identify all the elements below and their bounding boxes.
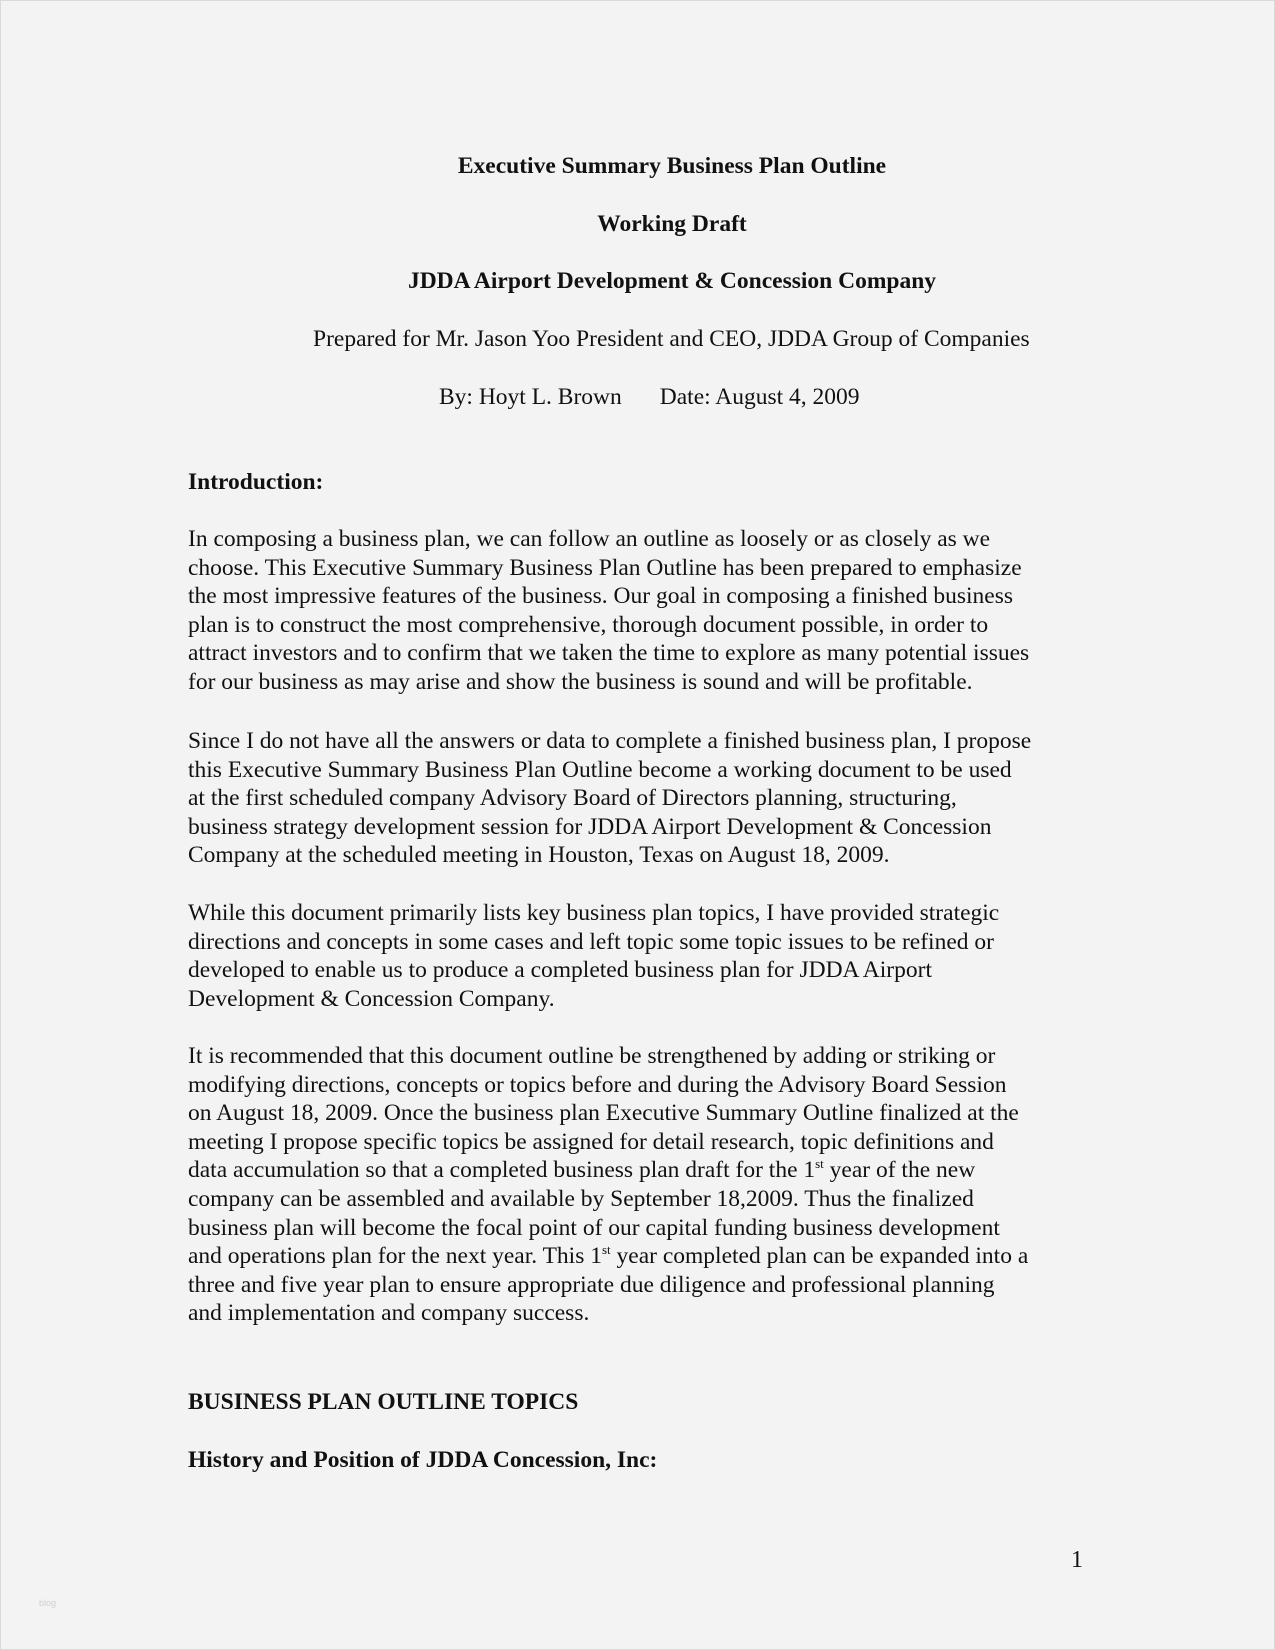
document-date: Date: August 4, 2009 xyxy=(659,384,860,410)
paragraph-line: business strategy development session for JDDA Airport Development & Concession xyxy=(188,813,992,840)
paragraph-line: plan is to construct the most comprehensive, thorough document possible, in order to xyxy=(188,611,989,638)
paragraph-line: business plan will become the focal point of our capital funding business development xyxy=(188,1214,1000,1241)
paragraph-line: In composing a business plan, we can follow an outline as loosely or as closely as we xyxy=(188,526,991,552)
outline-topics-heading: BUSINESS PLAN OUTLINE TOPICS xyxy=(188,1389,579,1415)
prepared-for: Prepared for Mr. Jason Yoo President and CEO, JDDA Group of Companies xyxy=(313,326,1030,352)
paragraph-line: the most impressive features of the business. Our goal in composing a finished business xyxy=(188,583,1013,610)
introduction-paragraph-3 xyxy=(188,899,999,1013)
paragraph-line xyxy=(188,1156,1028,1185)
watermark: blog xyxy=(39,1598,57,1608)
paragraph-line: for our business as may arise and show the business is sound and will be profitable. xyxy=(188,668,973,695)
line-text: data accumulation so that a completed business plan draft for the 1 xyxy=(188,1157,816,1184)
paragraph-line: attract investors and to confirm that we taken the time to explore as many potential issues xyxy=(188,640,1030,667)
line-text: year completed plan can be expanded into a xyxy=(610,1243,1029,1270)
paragraph-line: modifying directions, concepts or topics before and during the Advisory Board Session xyxy=(188,1071,1007,1098)
paragraph-line: three and five year plan to ensure appropriate due diligence and professional planning xyxy=(188,1271,995,1298)
page-number: 1 xyxy=(1071,1547,1083,1573)
paragraph-line: Company at the scheduled meeting in Houston, Texas on August 18, 2009. xyxy=(188,842,890,869)
ordinal-suffix: st xyxy=(601,1242,611,1258)
document-title: Executive Summary Business Plan Outline xyxy=(457,153,887,179)
paragraph-line: on August 18, 2009. Once the business plan Executive Summary Outline finalized at the xyxy=(188,1100,1019,1127)
history-subheading: History and Position of JDDA Concession, Inc: xyxy=(188,1447,658,1473)
paragraph-line: While this document primarily lists key business plan topics, I have provided strategic xyxy=(188,900,1000,926)
paragraph-line xyxy=(188,1242,1028,1271)
line-text: year of the new xyxy=(823,1157,976,1184)
paragraph-line: company can be assembled and available by September 18,2009. Thus the finalized xyxy=(188,1185,974,1212)
author-date-line xyxy=(439,383,860,411)
document-subtitle: Working Draft xyxy=(597,211,747,237)
introduction-paragraph-1 xyxy=(188,525,1029,697)
paragraph-line: choose. This Executive Summary Business Plan Outline has been prepared to emphasize xyxy=(188,554,1022,581)
paragraph-line: directions and concepts in some cases and left topic some topic issues to be refined or xyxy=(188,928,994,955)
introduction-paragraph-4 xyxy=(188,1042,1028,1328)
paragraph-line: It is recommended that this document outline be strengthened by adding or striking or xyxy=(188,1043,996,1069)
author: By: Hoyt L. Brown xyxy=(439,384,622,410)
line-text: and operations plan for the next year. This 1 xyxy=(188,1243,602,1270)
introduction-paragraph-2 xyxy=(188,727,1031,870)
paragraph-line: Since I do not have all the answers or data to complete a finished business plan, I propose xyxy=(188,728,1032,754)
paragraph-line: at the first scheduled company Advisory Board of Directors planning, structuring, xyxy=(188,785,957,812)
paragraph-line: Development & Concession Company. xyxy=(188,985,555,1012)
ordinal-suffix: st xyxy=(815,1156,824,1172)
paragraph-line: developed to enable us to produce a completed business plan for JDDA Airport xyxy=(188,957,932,984)
paragraph-line: this Executive Summary Business Plan Outline become a working document to be used xyxy=(188,756,1012,783)
paragraph-line: and implementation and company success. xyxy=(188,1300,590,1327)
introduction-heading: Introduction: xyxy=(188,469,324,495)
company-name: JDDA Airport Development & Concession Company xyxy=(407,268,937,294)
paragraph-line: meeting I propose specific topics be assigned for detail research, topic definitions and xyxy=(188,1128,994,1155)
